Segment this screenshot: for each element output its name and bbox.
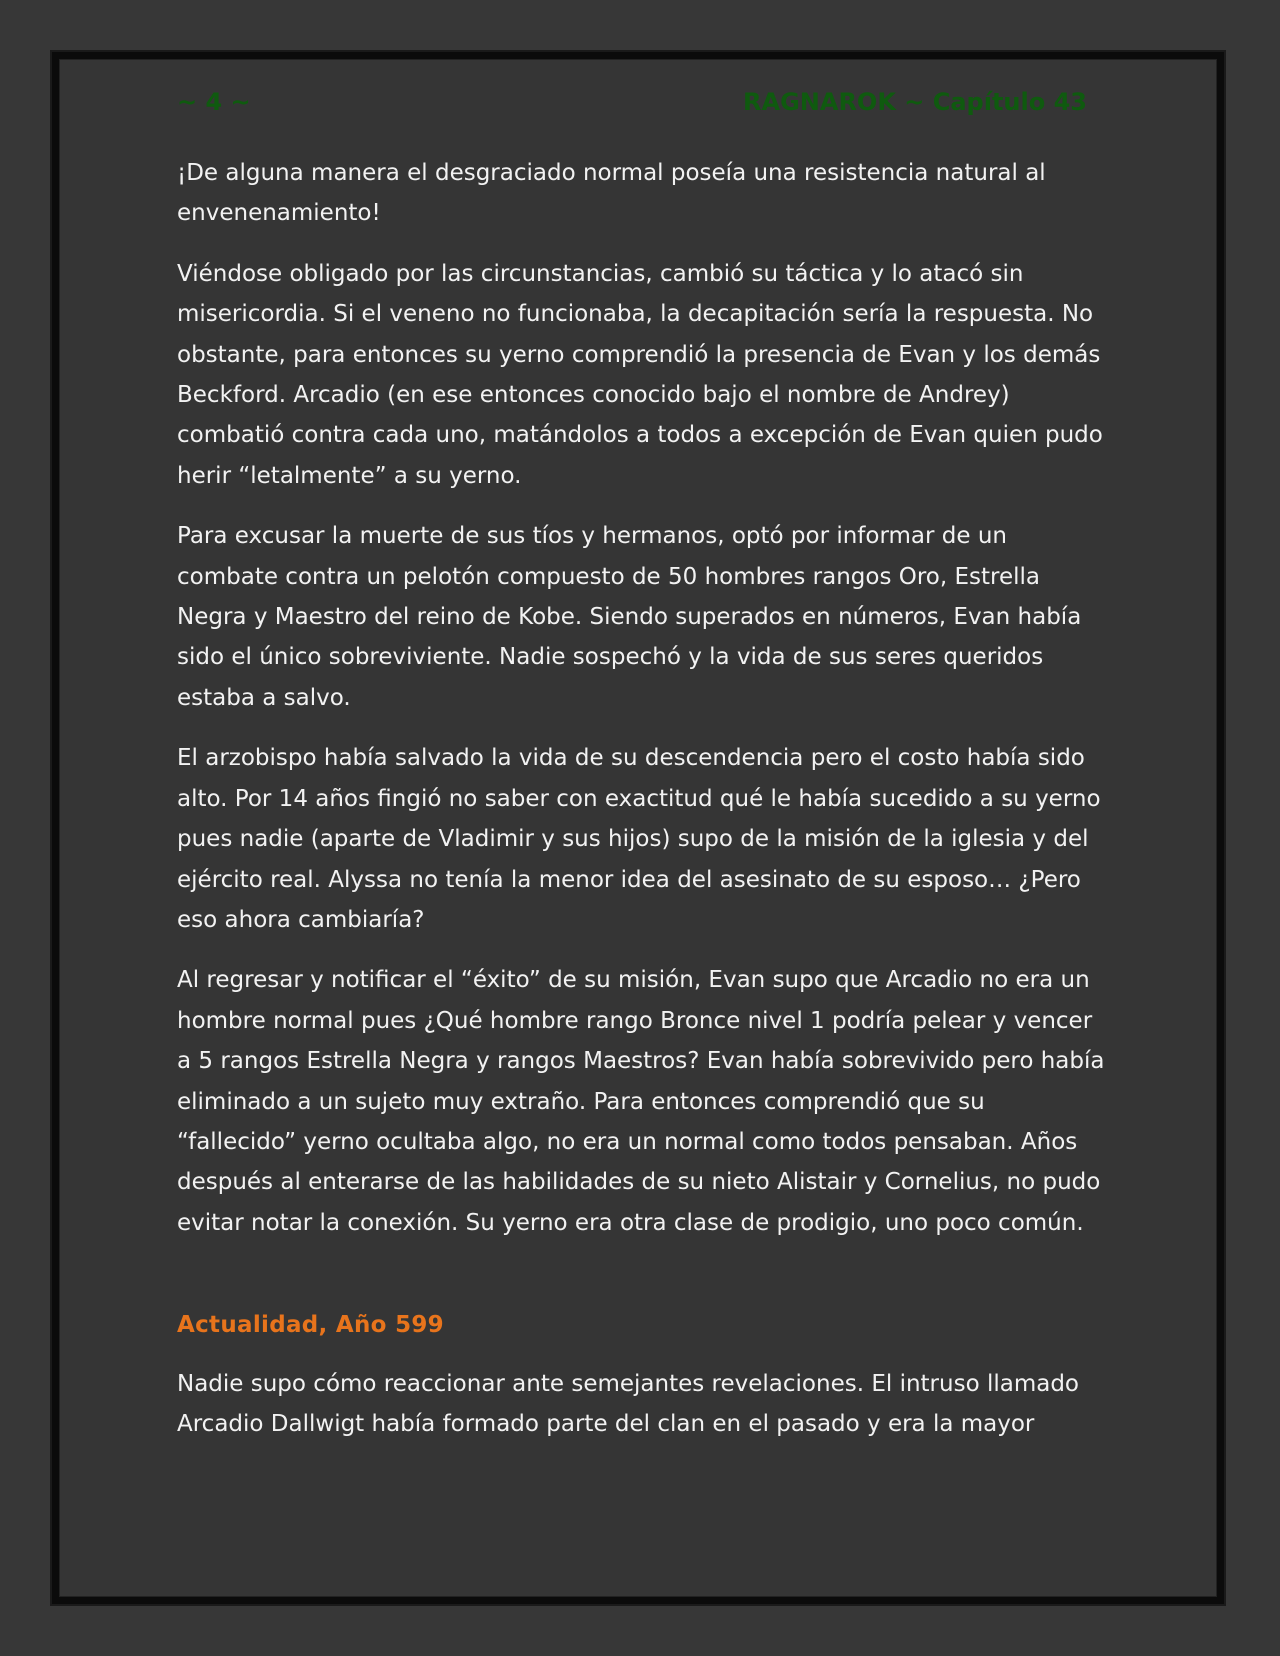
paragraph: El arzobispo había salvado la vida de su descendencia pero el costo había sido alto. Por 14 años fingió no saber con exactitud qué le había sucedido a su yerno pues nadie (aparte de Vladimir y sus hijos) supo de la misión de la iglesia y del ejército real. Alyssa no tenía la menor idea del asesinato de su esposo… ¿Pero eso ahora cambiaría? xyxy=(177,745,1101,933)
page-number: ~ 4 ~ xyxy=(177,88,251,116)
page-header xyxy=(177,85,1087,119)
page-frame xyxy=(52,52,1224,1604)
running-title: RAGNAROK ~ Capítulo 43 xyxy=(743,88,1087,116)
paragraph: Para excusar la muerte de sus tíos y hermanos, optó por informar de un combate contra un pelotón compuesto de 50 hombres rangos Oro, Estrella Negra y Maestro del reino de Kobe. Siendo superados en números, Evan había sido el único sobreviviente. Nadie sospechó y la vida de sus seres queridos estaba a salvo. xyxy=(177,523,1082,711)
paragraph: ¡De alguna manera el desgraciado normal poseía una resistencia natural al envenenamiento! xyxy=(177,160,1046,227)
page-content xyxy=(177,153,1107,1464)
section-heading: Actualidad, Año 599 xyxy=(177,1312,444,1339)
paragraph: Al regresar y notificar el “éxito” de su misión, Evan supo que Arcadio no era un hombre normal pues ¿Qué hombre rango Bronce nivel 1 podría pelear y vencer a 5 rangos Estrella Negra y rangos Maestros? Evan había sobrevivido pero había eliminado a un sujeto muy extraño. Para entonces comprendió que su “fallecido” yerno ocultaba algo, no era un normal como todos pensaban. Años después al enterarse de las habilidades de su nieto Alistair y Cornelius, no pudo evitar notar la conexión. Su yerno era otra clase de prodigio, uno poco común. xyxy=(177,967,1105,1236)
paragraph: Viéndose obligado por las circunstancias, cambió su táctica y lo atacó sin misericordia. Si el veneno no funcionaba, la decapitación sería la respuesta. No obstante, para entonces su yerno comprendió la presencia de Evan y los demás Beckford. Arcadio (en ese entonces conocido bajo el nombre de Andrey) combatió contra cada uno, matándolos a todos a excepción de Evan quien pudo herir “letalmente” a su yerno. xyxy=(177,260,1103,489)
paragraph: Nadie supo cómo reaccionar ante semejantes revelaciones. El intruso llamado Arcadio Dallwigt había formado parte del clan en el pasado y era la mayor xyxy=(177,1370,1079,1437)
